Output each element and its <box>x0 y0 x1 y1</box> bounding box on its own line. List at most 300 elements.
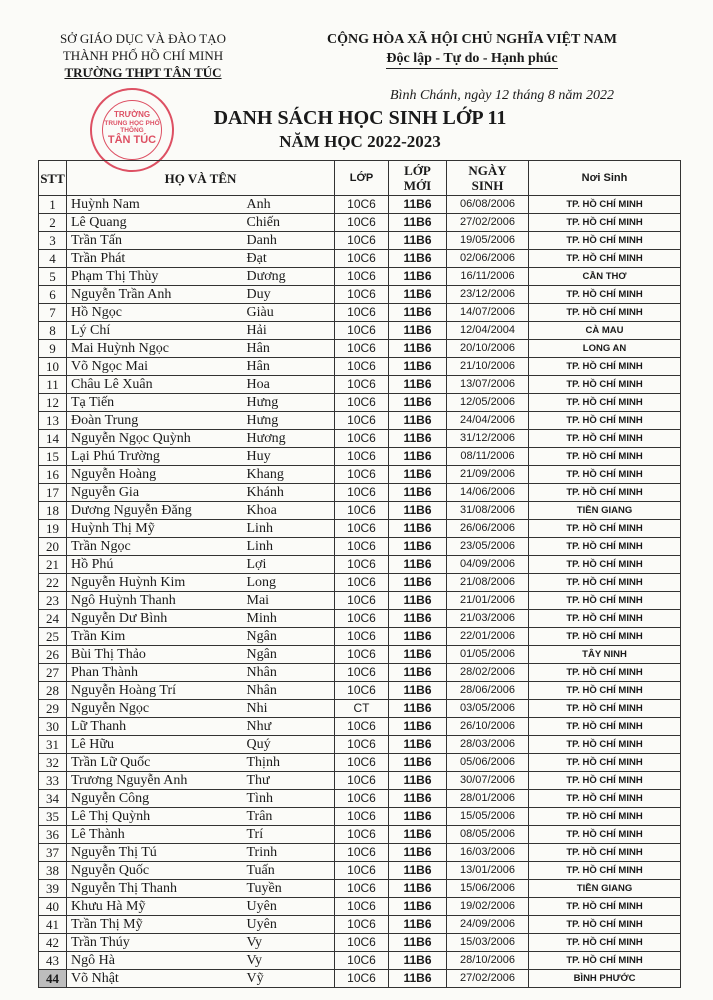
cell-birth-place: TP. HỒ CHÍ MINH <box>529 826 681 844</box>
table-header-row <box>39 161 681 196</box>
table-row <box>39 196 681 214</box>
cell-class: 10C6 <box>335 664 389 682</box>
cell-last-middle-name: Nguyễn Huỳnh Kim <box>67 574 243 592</box>
table-row <box>39 340 681 358</box>
cell-birth-place: TP. HỒ CHÍ MINH <box>529 556 681 574</box>
cell-stt: 9 <box>39 340 67 358</box>
cell-class: 10C6 <box>335 754 389 772</box>
cell-new-class: 11B6 <box>389 772 447 790</box>
cell-stt: 28 <box>39 682 67 700</box>
cell-stt: 3 <box>39 232 67 250</box>
cell-birth-date: 02/06/2006 <box>447 250 529 268</box>
cell-birth-place: TP. HỒ CHÍ MINH <box>529 538 681 556</box>
cell-birth-date: 19/02/2006 <box>447 898 529 916</box>
cell-birth-date: 16/03/2006 <box>447 844 529 862</box>
cell-class: 10C6 <box>335 682 389 700</box>
cell-birth-date: 03/05/2006 <box>447 700 529 718</box>
cell-birth-place: TP. HỒ CHÍ MINH <box>529 862 681 880</box>
cell-birth-date: 31/12/2006 <box>447 430 529 448</box>
cell-last-middle-name: Trần Kim <box>67 628 243 646</box>
cell-given-name: Huy <box>243 448 335 466</box>
cell-new-class: 11B6 <box>389 556 447 574</box>
seal-text-top: TRƯỜNG <box>113 110 151 119</box>
table-row <box>39 808 681 826</box>
cell-class: 10C6 <box>335 934 389 952</box>
cell-class: 10C6 <box>335 196 389 214</box>
cell-last-middle-name: Dương Nguyễn Đăng <box>67 502 243 520</box>
cell-new-class: 11B6 <box>389 466 447 484</box>
cell-new-class: 11B6 <box>389 628 447 646</box>
cell-new-class: 11B6 <box>389 232 447 250</box>
table-row <box>39 268 681 286</box>
cell-birth-place: TP. HỒ CHÍ MINH <box>529 952 681 970</box>
document-title: DANH SÁCH HỌC SINH LỚP 11 <box>213 107 507 129</box>
cell-given-name: Trí <box>243 826 335 844</box>
cell-stt: 40 <box>39 898 67 916</box>
cell-birth-place: TP. HỒ CHÍ MINH <box>529 592 681 610</box>
cell-birth-place: TP. HỒ CHÍ MINH <box>529 934 681 952</box>
cell-class: 10C6 <box>335 862 389 880</box>
cell-given-name: Long <box>243 574 335 592</box>
cell-class: 10C6 <box>335 430 389 448</box>
cell-birth-date: 22/01/2006 <box>447 628 529 646</box>
cell-birth-date: 21/09/2006 <box>447 466 529 484</box>
cell-birth-place: TP. HỒ CHÍ MINH <box>529 754 681 772</box>
cell-class: 10C6 <box>335 268 389 286</box>
cell-birth-date: 30/07/2006 <box>447 772 529 790</box>
cell-last-middle-name: Trần Thúy <box>67 934 243 952</box>
cell-given-name: Như <box>243 718 335 736</box>
cell-birth-date: 21/03/2006 <box>447 610 529 628</box>
cell-stt: 35 <box>39 808 67 826</box>
cell-stt: 19 <box>39 520 67 538</box>
cell-given-name: Dương <box>243 268 335 286</box>
cell-stt: 7 <box>39 304 67 322</box>
cell-last-middle-name: Nguyễn Hoàng Trí <box>67 682 243 700</box>
table-row <box>39 232 681 250</box>
cell-birth-date: 16/11/2006 <box>447 268 529 286</box>
seal-text-middle: TRUNG HỌC PHỔ THÔNG <box>104 120 160 134</box>
cell-last-middle-name: Tạ Tiến <box>67 394 243 412</box>
cell-birth-date: 01/05/2006 <box>447 646 529 664</box>
cell-new-class: 11B6 <box>389 754 447 772</box>
cell-class: 10C6 <box>335 916 389 934</box>
cell-birth-place: TP. HỒ CHÍ MINH <box>529 484 681 502</box>
table-row <box>39 916 681 934</box>
cell-last-middle-name: Nguyễn Gia <box>67 484 243 502</box>
cell-birth-date: 21/10/2006 <box>447 358 529 376</box>
header-stt: STT <box>39 161 67 196</box>
cell-given-name: Khoa <box>243 502 335 520</box>
cell-new-class: 11B6 <box>389 664 447 682</box>
cell-stt: 13 <box>39 412 67 430</box>
cell-birth-place: TP. HỒ CHÍ MINH <box>529 574 681 592</box>
cell-new-class: 11B6 <box>389 898 447 916</box>
cell-last-middle-name: Nguyễn Ngọc Quỳnh <box>67 430 243 448</box>
cell-given-name: Nhi <box>243 700 335 718</box>
cell-class: 10C6 <box>335 484 389 502</box>
cell-birth-place: TP. HỒ CHÍ MINH <box>529 736 681 754</box>
cell-birth-date: 06/08/2006 <box>447 196 529 214</box>
cell-given-name: Hưng <box>243 394 335 412</box>
cell-last-middle-name: Lê Hữu <box>67 736 243 754</box>
cell-given-name: Danh <box>243 232 335 250</box>
cell-class: 10C6 <box>335 610 389 628</box>
cell-class: 10C6 <box>335 646 389 664</box>
cell-new-class: 11B6 <box>389 808 447 826</box>
header-full-name: HỌ VÀ TÊN <box>67 161 335 196</box>
table-row <box>39 412 681 430</box>
cell-given-name: Vy <box>243 934 335 952</box>
cell-new-class: 11B6 <box>389 520 447 538</box>
seal-text-name: TÂN TÚC <box>107 134 157 146</box>
cell-birth-place: TP. HỒ CHÍ MINH <box>529 196 681 214</box>
cell-new-class: 11B6 <box>389 592 447 610</box>
cell-new-class: 11B6 <box>389 484 447 502</box>
cell-class: 10C6 <box>335 538 389 556</box>
cell-class: 10C6 <box>335 304 389 322</box>
cell-birth-date: 23/12/2006 <box>447 286 529 304</box>
cell-class: 10C6 <box>335 214 389 232</box>
table-row <box>39 880 681 898</box>
table-row <box>39 700 681 718</box>
cell-birth-place: TP. HỒ CHÍ MINH <box>529 682 681 700</box>
cell-class: 10C6 <box>335 718 389 736</box>
table-row <box>39 520 681 538</box>
table-row <box>39 430 681 448</box>
table-row <box>39 376 681 394</box>
cell-given-name: Khánh <box>243 484 335 502</box>
cell-last-middle-name: Trần Ngọc <box>67 538 243 556</box>
issuing-authority <box>28 30 258 81</box>
header-birth-date-line2: SINH <box>471 178 504 193</box>
cell-stt: 1 <box>39 196 67 214</box>
cell-new-class: 11B6 <box>389 304 447 322</box>
table-row <box>39 556 681 574</box>
cell-birth-place: TP. HỒ CHÍ MINH <box>529 358 681 376</box>
cell-class: 10C6 <box>335 898 389 916</box>
header-new-class <box>389 161 447 196</box>
header-class: LỚP <box>335 161 389 196</box>
cell-new-class: 11B6 <box>389 826 447 844</box>
cell-class: 10C6 <box>335 844 389 862</box>
cell-new-class: 11B6 <box>389 700 447 718</box>
table-row <box>39 664 681 682</box>
cell-class: 10C6 <box>335 592 389 610</box>
cell-stt: 17 <box>39 484 67 502</box>
cell-given-name: Hương <box>243 430 335 448</box>
cell-stt: 8 <box>39 322 67 340</box>
cell-birth-date: 23/05/2006 <box>447 538 529 556</box>
header-birth-date <box>447 161 529 196</box>
city-name: THÀNH PHỐ HỒ CHÍ MINH <box>62 48 224 63</box>
cell-birth-place: TP. HỒ CHÍ MINH <box>529 304 681 322</box>
cell-given-name: Vy <box>243 952 335 970</box>
cell-given-name: Trân <box>243 808 335 826</box>
cell-new-class: 11B6 <box>389 430 447 448</box>
cell-last-middle-name: Bùi Thị Thảo <box>67 646 243 664</box>
cell-last-middle-name: Trương Nguyễn Anh <box>67 772 243 790</box>
cell-birth-place: TP. HỒ CHÍ MINH <box>529 772 681 790</box>
cell-birth-place: CẦN THƠ <box>529 268 681 286</box>
cell-birth-date: 15/06/2006 <box>447 880 529 898</box>
cell-birth-place: TP. HỒ CHÍ MINH <box>529 430 681 448</box>
cell-birth-place: TP. HỒ CHÍ MINH <box>529 376 681 394</box>
cell-new-class: 11B6 <box>389 880 447 898</box>
cell-class: 10C6 <box>335 790 389 808</box>
table-row <box>39 250 681 268</box>
cell-last-middle-name: Võ Nhật <box>67 970 243 988</box>
cell-birth-date: 28/06/2006 <box>447 682 529 700</box>
cell-birth-date: 21/01/2006 <box>447 592 529 610</box>
cell-last-middle-name: Phạm Thị Thùy <box>67 268 243 286</box>
table-row <box>39 286 681 304</box>
cell-last-middle-name: Khưu Hà Mỹ <box>67 898 243 916</box>
cell-new-class: 11B6 <box>389 970 447 988</box>
cell-stt: 30 <box>39 718 67 736</box>
cell-last-middle-name: Ngô Huỳnh Thanh <box>67 592 243 610</box>
cell-birth-date: 24/04/2006 <box>447 412 529 430</box>
cell-given-name: Hưng <box>243 412 335 430</box>
cell-stt: 20 <box>39 538 67 556</box>
cell-birth-place: TP. HỒ CHÍ MINH <box>529 466 681 484</box>
cell-class: 10C6 <box>335 376 389 394</box>
cell-last-middle-name: Lê Quang <box>67 214 243 232</box>
cell-birth-place: LONG AN <box>529 340 681 358</box>
cell-class: 10C6 <box>335 250 389 268</box>
cell-last-middle-name: Trần Thị Mỹ <box>67 916 243 934</box>
cell-new-class: 11B6 <box>389 862 447 880</box>
cell-class: 10C6 <box>335 736 389 754</box>
country-name: CỘNG HÒA XÃ HỘI CHỦ NGHĨA VIỆT NAM <box>326 32 617 47</box>
cell-last-middle-name: Nguyễn Quốc <box>67 862 243 880</box>
cell-last-middle-name: Mai Huỳnh Ngọc <box>67 340 243 358</box>
cell-new-class: 11B6 <box>389 394 447 412</box>
cell-new-class: 11B6 <box>389 646 447 664</box>
cell-given-name: Quý <box>243 736 335 754</box>
cell-stt: 37 <box>39 844 67 862</box>
cell-birth-place: TP. HỒ CHÍ MINH <box>529 412 681 430</box>
cell-given-name: Hoa <box>243 376 335 394</box>
cell-last-middle-name: Hồ Ngọc <box>67 304 243 322</box>
cell-class: 10C6 <box>335 340 389 358</box>
table-row <box>39 754 681 772</box>
header-new-class-line2: MỚI <box>403 178 432 193</box>
cell-new-class: 11B6 <box>389 376 447 394</box>
cell-birth-place: TP. HỒ CHÍ MINH <box>529 844 681 862</box>
header-birth-date-line1: NGÀY <box>468 163 507 178</box>
cell-birth-date: 28/02/2006 <box>447 664 529 682</box>
cell-stt: 36 <box>39 826 67 844</box>
cell-class: 10C6 <box>335 394 389 412</box>
cell-new-class: 11B6 <box>389 610 447 628</box>
cell-new-class: 11B6 <box>389 952 447 970</box>
table-row <box>39 682 681 700</box>
cell-new-class: 11B6 <box>389 502 447 520</box>
cell-new-class: 11B6 <box>389 574 447 592</box>
cell-new-class: 11B6 <box>389 736 447 754</box>
cell-stt: 2 <box>39 214 67 232</box>
cell-birth-place: TP. HỒ CHÍ MINH <box>529 808 681 826</box>
department-name: SỞ GIÁO DỤC VÀ ĐÀO TẠO <box>60 31 226 46</box>
cell-new-class: 11B6 <box>389 412 447 430</box>
cell-new-class: 11B6 <box>389 448 447 466</box>
cell-class: 10C6 <box>335 286 389 304</box>
cell-last-middle-name: Ngô Hà <box>67 952 243 970</box>
cell-birth-date: 05/06/2006 <box>447 754 529 772</box>
cell-stt: 21 <box>39 556 67 574</box>
cell-given-name: Đạt <box>243 250 335 268</box>
cell-birth-date: 15/03/2006 <box>447 934 529 952</box>
document-subtitle: NĂM HỌC 2022-2023 <box>279 132 441 151</box>
table-row <box>39 610 681 628</box>
cell-birth-date: 26/06/2006 <box>447 520 529 538</box>
cell-given-name: Nhân <box>243 664 335 682</box>
cell-birth-date: 24/09/2006 <box>447 916 529 934</box>
cell-given-name: Linh <box>243 538 335 556</box>
cell-last-middle-name: Nguyễn Công <box>67 790 243 808</box>
table-row <box>39 952 681 970</box>
cell-stt: 32 <box>39 754 67 772</box>
cell-class: 10C6 <box>335 952 389 970</box>
cell-birth-date: 31/08/2006 <box>447 502 529 520</box>
cell-birth-place: TP. HỒ CHÍ MINH <box>529 250 681 268</box>
table-row <box>39 574 681 592</box>
cell-birth-date: 21/08/2006 <box>447 574 529 592</box>
cell-class: 10C6 <box>335 808 389 826</box>
cell-birth-date: 15/05/2006 <box>447 808 529 826</box>
cell-birth-place: TP. HỒ CHÍ MINH <box>529 448 681 466</box>
cell-birth-date: 28/10/2006 <box>447 952 529 970</box>
cell-birth-date: 27/02/2006 <box>447 214 529 232</box>
cell-birth-place: TP. HỒ CHÍ MINH <box>529 628 681 646</box>
cell-last-middle-name: Trần Phát <box>67 250 243 268</box>
cell-given-name: Duy <box>243 286 335 304</box>
cell-class: 10C6 <box>335 448 389 466</box>
cell-stt: 26 <box>39 646 67 664</box>
table-row <box>39 970 681 988</box>
cell-stt: 6 <box>39 286 67 304</box>
cell-last-middle-name: Trần Tấn <box>67 232 243 250</box>
cell-birth-place: TP. HỒ CHÍ MINH <box>529 790 681 808</box>
cell-class: 10C6 <box>335 466 389 484</box>
cell-birth-date: 14/06/2006 <box>447 484 529 502</box>
cell-stt: 22 <box>39 574 67 592</box>
cell-birth-place: TP. HỒ CHÍ MINH <box>529 700 681 718</box>
cell-stt: 29 <box>39 700 67 718</box>
cell-last-middle-name: Châu Lê Xuân <box>67 376 243 394</box>
table-row <box>39 304 681 322</box>
cell-class: 10C6 <box>335 628 389 646</box>
student-list-table <box>38 160 681 988</box>
table-row <box>39 736 681 754</box>
cell-birth-place: TP. HỒ CHÍ MINH <box>529 610 681 628</box>
cell-class: 10C6 <box>335 556 389 574</box>
cell-given-name: Tình <box>243 790 335 808</box>
cell-birth-date: 13/07/2006 <box>447 376 529 394</box>
cell-given-name: Minh <box>243 610 335 628</box>
cell-last-middle-name: Lý Chí <box>67 322 243 340</box>
cell-new-class: 11B6 <box>389 718 447 736</box>
cell-given-name: Giàu <box>243 304 335 322</box>
cell-birth-date: 20/10/2006 <box>447 340 529 358</box>
cell-last-middle-name: Lữ Thanh <box>67 718 243 736</box>
cell-birth-place: TIỀN GIANG <box>529 880 681 898</box>
place-date: Bình Chánh, ngày 12 tháng 8 năm 2022 <box>390 88 614 103</box>
table-row <box>39 898 681 916</box>
table-row <box>39 844 681 862</box>
cell-birth-date: 12/04/2004 <box>447 322 529 340</box>
cell-new-class: 11B6 <box>389 682 447 700</box>
table-row <box>39 466 681 484</box>
cell-new-class: 11B6 <box>389 286 447 304</box>
table-row <box>39 358 681 376</box>
cell-given-name: Ngân <box>243 628 335 646</box>
cell-given-name: Tuyền <box>243 880 335 898</box>
cell-stt: 10 <box>39 358 67 376</box>
cell-new-class: 11B6 <box>389 790 447 808</box>
table-row <box>39 322 681 340</box>
cell-birth-date: 26/10/2006 <box>447 718 529 736</box>
cell-last-middle-name: Huỳnh Thị Mỹ <box>67 520 243 538</box>
cell-given-name: Tuấn <box>243 862 335 880</box>
cell-given-name: Hân <box>243 358 335 376</box>
cell-birth-place: TP. HỒ CHÍ MINH <box>529 520 681 538</box>
cell-last-middle-name: Lê Thị Quỳnh <box>67 808 243 826</box>
cell-given-name: Lợi <box>243 556 335 574</box>
cell-stt: 18 <box>39 502 67 520</box>
cell-given-name: Thịnh <box>243 754 335 772</box>
school-name: TRƯỜNG THPT TÂN TÚC <box>64 65 222 80</box>
cell-new-class: 11B6 <box>389 322 447 340</box>
cell-birth-date: 12/05/2006 <box>447 394 529 412</box>
cell-last-middle-name: Nguyễn Hoàng <box>67 466 243 484</box>
cell-new-class: 11B6 <box>389 934 447 952</box>
cell-stt: 39 <box>39 880 67 898</box>
cell-last-middle-name: Võ Ngọc Mai <box>67 358 243 376</box>
cell-class: 10C6 <box>335 502 389 520</box>
cell-last-middle-name: Đoàn Trung <box>67 412 243 430</box>
table-row <box>39 646 681 664</box>
cell-birth-place: TP. HỒ CHÍ MINH <box>529 394 681 412</box>
cell-last-middle-name: Nguyễn Thị Thanh <box>67 880 243 898</box>
cell-stt: 5 <box>39 268 67 286</box>
cell-class: 10C6 <box>335 412 389 430</box>
cell-birth-date: 28/01/2006 <box>447 790 529 808</box>
cell-birth-place: TP. HỒ CHÍ MINH <box>529 664 681 682</box>
cell-given-name: Uyên <box>243 916 335 934</box>
cell-stt: 14 <box>39 430 67 448</box>
cell-stt: 12 <box>39 394 67 412</box>
cell-birth-place: TÂY NINH <box>529 646 681 664</box>
cell-last-middle-name: Lại Phú Trường <box>67 448 243 466</box>
cell-new-class: 11B6 <box>389 916 447 934</box>
cell-given-name: Uyên <box>243 898 335 916</box>
cell-birth-date: 04/09/2006 <box>447 556 529 574</box>
cell-stt: 44 <box>39 970 67 988</box>
cell-last-middle-name: Huỳnh Nam <box>67 196 243 214</box>
cell-last-middle-name: Nguyễn Thị Tú <box>67 844 243 862</box>
cell-birth-date: 27/02/2006 <box>447 970 529 988</box>
table-row <box>39 394 681 412</box>
table-row <box>39 628 681 646</box>
table-row <box>39 826 681 844</box>
cell-last-middle-name: Nguyễn Ngọc <box>67 700 243 718</box>
cell-given-name: Nhân <box>243 682 335 700</box>
cell-birth-date: 14/07/2006 <box>447 304 529 322</box>
cell-stt: 33 <box>39 772 67 790</box>
cell-given-name: Anh <box>243 196 335 214</box>
